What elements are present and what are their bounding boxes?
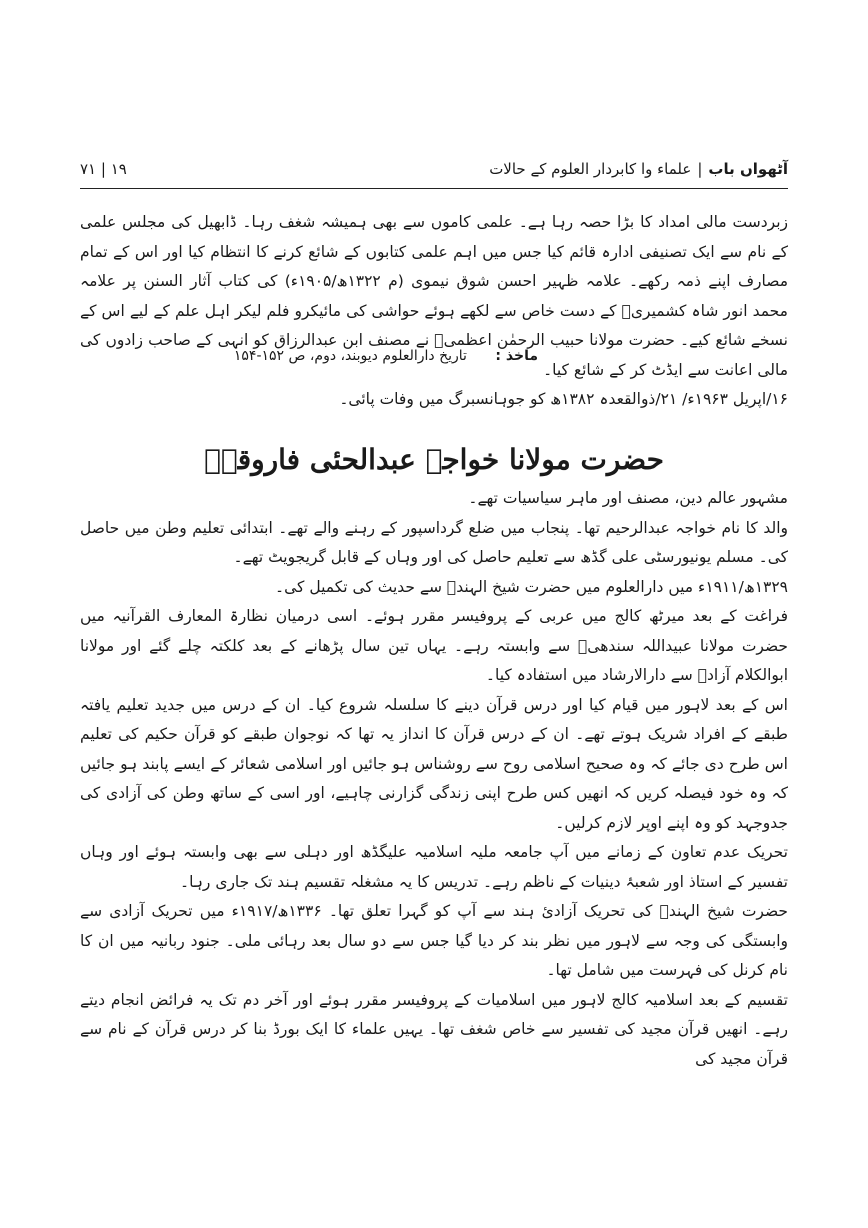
source-citation: [234, 346, 538, 366]
section-paragraph: تقسیم کے بعد اسلامیہ کالج لاہور میں اسلامیات کے پروفیسر مقرر ہوئے اور آخر دم تک یہ فرائض انجام دیتے رہے۔ انھیں قرآن مجید کی تفسیر سے خاص شغف تھا۔ یہیں علماء کا ایک بورڈ بنا کر درس قرآن کے نام سے قرآن مجید کی: [80, 990, 788, 1068]
section-paragraph: فراغت کے بعد میرٹھ کالج میں عربی کے پروفیسر مقرر ہوئے۔ اسی درمیان نظارۃ المعارف القرآنیہ میں حضرت مولانا عبیداللہ سندھیؒ سے وابستہ رہے۔ یہاں تین سال پڑھانے کے بعد کلکتہ چلے گئے اور مولانا ابوالکلام آزادؒ سے دارالارشاد میں استفادہ کیا۔: [80, 607, 788, 684]
section-paragraph: مشہور عالم دین، مصنف اور ماہر سیاسیات تھے۔: [468, 489, 788, 507]
chapter-label: آٹھواں باب: [708, 160, 788, 178]
page-number: ۱۹ | ۷۱: [80, 160, 127, 178]
header-rule: [80, 188, 788, 189]
section-paragraph: والد کا نام خواجہ عبدالرحیم تھا۔ پنجاب میں ضلع گرداسپور کے رہنے والے تھے۔ ابتدائی تعلیم وطن میں حاصل کی۔ مسلم یونیورسٹی علی گڈھ سے تعلیم حاصل کی اور وہاں کے قابل گریجویٹ تھے۔: [80, 518, 788, 566]
section-paragraph: تحریک عدم تعاون کے زمانے میں آپ جامعہ ملیہ اسلامیہ علیگڈھ اور دہلی سے بھی وابستہ ہوئے اور وہاں تفسیر کے استاذ اور شعبۂ دینیات کے ناظم رہے۔ تدریس کا یہ مشغلہ تقسیم ہند تک جاری رہا۔: [80, 843, 788, 891]
intro-block: [80, 208, 788, 415]
intro-paragraph: زبردست مالی امداد کا بڑا حصہ رہا ہے۔ علمی کاموں سے بھی ہمیشہ شغف رہا۔ ڈابھیل کی مجلس علمی کے نام سے ایک تصنیفی ادارہ قائم کیا جس میں اہم علمی کتابوں کے شائع کرنے کا انتظام کیا اور اس کے تمام مصارف اپنے ذمہ رکھے۔ علامہ ظہیر احسن شوق نیموی (م ۱۳۲۲ھ/۱۹۰۵ء) کی کتاب آثار السنن پر علامہ محمد انور شاہ کشمیریؒ کے دست خاص سے لکھے ہوئے حواشی کی مائیکرو فلم لیکر اہل علم کے لیے اس کے نسخے شائع کیے۔ حضرت مولانا حبیب الرحمٰن اعظمیؒ نے مصنف ابن عبدالرزاق کو انہی کے صاحب زادوں کی مالی اعانت سے ایڈٹ کر کے شائع کیا۔: [80, 213, 788, 379]
section-paragraph: حضرت شیخ الہندؒ کی تحریک آزادئ ہند سے آپ کو گہرا تعلق تھا۔ ۱۳۳۶ھ/۱۹۱۷ء میں تحریک آزادی سے وابستگی کی وجہ سے لاہور میں نظر بند کر دیا گیا جس سے دو سال بعد رہائی ملی۔ جنود ربانیہ میں ان کا نام کرنل کی فہرست میں شامل تھا۔: [80, 902, 788, 979]
source-text: تاریخ دارالعلوم دیوبند، دوم، ص ۱۵۲-۱۵۴: [233, 348, 467, 364]
running-header: [80, 156, 788, 182]
header-separator: |: [697, 160, 703, 178]
header-title: علماء وا کابردار العلوم کے حالات: [489, 160, 692, 178]
source-label: ماخذ :: [495, 348, 538, 364]
death-note: ۱۶/اپریل ۱۹۶۳ء/ ۲۱/ذوالقعدہ ۱۳۸۲ھ کو جوہانسبرگ میں وفات پائی۔: [339, 390, 788, 408]
section-paragraph: ۱۳۲۹ھ/۱۹۱۱ء میں دارالعلوم میں حضرت شیخ الہندؒ سے حدیث کی تکمیل کی۔: [275, 577, 788, 596]
section-heading: حضرت مولانا خواجہ عبدالحئی فاروقیؒ: [204, 443, 664, 476]
section-body: [80, 484, 788, 1074]
section-paragraph: اس کے بعد لاہور میں قیام کیا اور درس قرآن دینے کا سلسلہ شروع کیا۔ ان کے درس میں جدید تعلیم یافتہ طبقے کے افراد شریک ہوتے تھے۔ ان کے درس قرآن کا انداز یہ تھا کہ نوجوان طبقے کو قرآن حکیم کی تعلیم اس طرح دی جائے کہ وہ صحیح اسلامی روح سے روشناس ہو جائیں اور اسلامی شعائر کے ایسے پابند ہو جائیں کہ وہ خود فیصلہ کریں کہ انھیں کس طرح اپنی زندگی گزارنی چاہیے، اور اسی کے ساتھ وطن کی آزادی کی جدوجہد کو وہ اپنے اوپر لازم کرلیں۔: [80, 695, 788, 832]
